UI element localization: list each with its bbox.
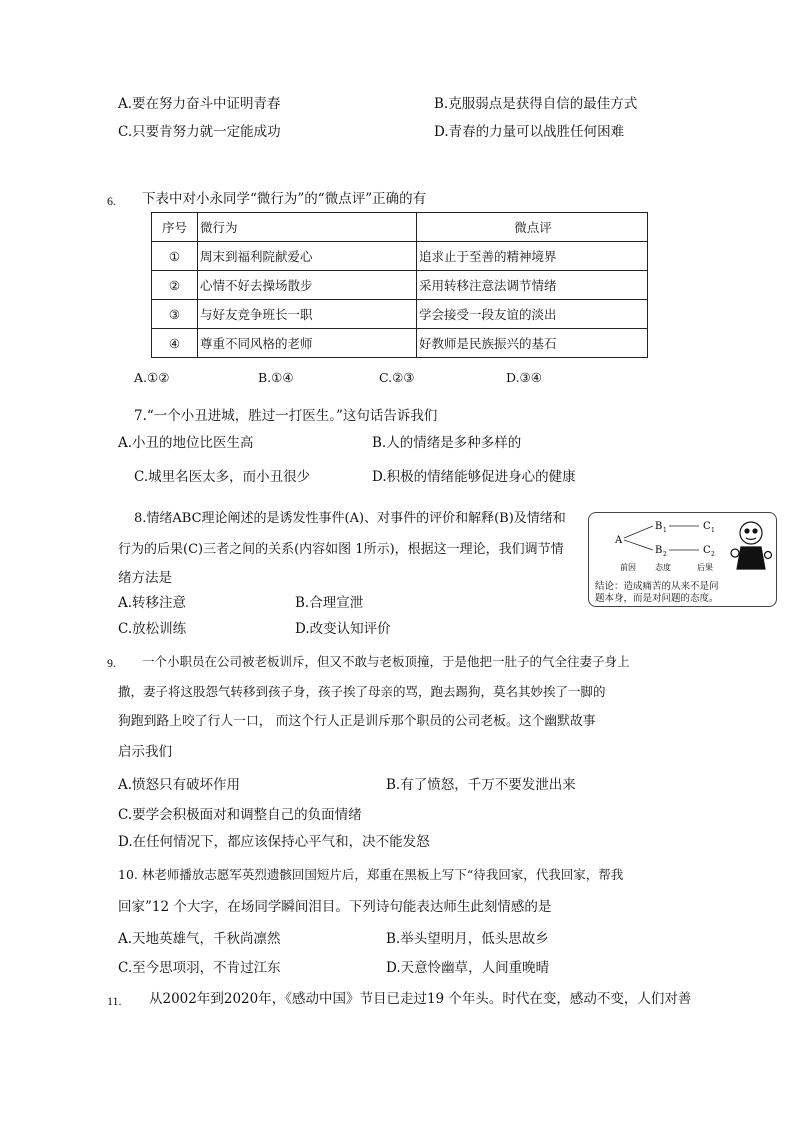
table-cell: ③	[152, 300, 198, 329]
q8-option-d: D.改变认知评价	[295, 621, 391, 637]
q7-stem: 7.“一个小丑进城，胜过一打医生。”这句话告诉我们	[134, 408, 438, 424]
figure-caption: 结论：造成痛苦的从来不是问题本身，而是对问题的态度。	[595, 581, 719, 604]
q11-number: 11.	[107, 994, 122, 1008]
q10-option-c: C.至今思项羽，不肯过江东	[118, 960, 281, 976]
q7-option-c: C.城里名医太多，而小丑很少	[134, 469, 311, 485]
label-attitude: 态度	[655, 563, 671, 572]
table-cell: 追求止于至善的精神境界	[417, 242, 648, 271]
q10-stem-line2: 回家”12 个大字，在场同学瞬间泪目。下列诗句能表达师生此刻情感的是	[118, 899, 552, 915]
q9-option-c: C.要学会积极面对和调整自己的负面情绪	[118, 807, 362, 823]
node-c1-sub: 1	[711, 527, 715, 534]
table-header-cell: 微点评	[417, 213, 648, 242]
node-b2-sub: 2	[663, 551, 667, 558]
label-result: 后果	[697, 563, 713, 572]
arrow-a-b2	[624, 540, 653, 550]
q9-stem-line3: 狗跑到路上咬了行人一口， 而这个行人正是训斥那个职员的公司老板。这个幽默故事	[118, 714, 596, 729]
table-cell: 好教师是民族振兴的基石	[417, 329, 648, 358]
q7-option-a: A.小丑的地位比医生高	[118, 435, 254, 451]
table-header-cell: 序号	[152, 213, 198, 242]
q9-stem-line4: 启示我们	[118, 744, 172, 760]
q6-table	[151, 212, 648, 358]
q8-option-c: C.放松训练	[118, 621, 187, 637]
q6-option-a: A.①②	[134, 370, 170, 385]
table-cell: 周末到福利院献爱心	[198, 242, 417, 271]
table-cell: 尊重不同风格的老师	[198, 329, 417, 358]
q6-option-d: D.③④	[506, 370, 542, 385]
node-c1: C	[703, 521, 711, 532]
q10-option-b: B.举头望明月，低头思故乡	[386, 931, 549, 947]
table-cell: ②	[152, 271, 198, 300]
table-row	[152, 329, 648, 358]
q8-option-a: A.转移注意	[118, 595, 187, 611]
node-b1: B	[655, 521, 663, 532]
q5-option-c: C.只要肯努力就一定能成功	[118, 124, 281, 140]
q9-option-a: A.愤怒只有破坏作用	[118, 777, 241, 793]
table-row	[152, 300, 648, 329]
table-cell: ①	[152, 242, 198, 271]
cartoon-thinker-icon	[731, 522, 772, 569]
q8-stem-line2: 行为的后果(C)三者之间的关系(内容如图 1所示)，根据这一理论，我们调节情	[118, 542, 564, 557]
node-c2: C	[703, 545, 711, 556]
table-header-row	[152, 213, 648, 242]
q9-option-b: B.有了愤怒，千万不要发泄出来	[386, 777, 576, 793]
q10-stem-line1: 10. 林老师播放志愿军英烈遗骸回国短片后，郑重在黑板上写下“待我回家，代我回家，帮我	[118, 867, 624, 882]
q9-stem-line1: 一个小职员在公司被老板训斥，但又不敢与老板顶撞，于是他把一肚子的气全往妻子身上	[142, 654, 630, 669]
q10-option-d: D.天意怜幽草，人间重晚晴	[386, 960, 550, 976]
table-cell: ④	[152, 329, 198, 358]
table-header-cell: 微行为	[198, 213, 417, 242]
table-cell: 与好友竞争班长一职	[198, 300, 417, 329]
q9-number: 9.	[107, 656, 116, 670]
table-cell: 采用转移注意法调节情绪	[417, 271, 648, 300]
node-b1-sub: 1	[663, 527, 667, 534]
table-cell: 学会接受一段友谊的淡出	[417, 300, 648, 329]
label-cause: 前因	[620, 563, 636, 572]
node-c2-sub: 2	[711, 551, 715, 558]
table-row	[152, 242, 648, 271]
q6-number: 6.	[107, 194, 116, 208]
abc-theory-figure	[588, 512, 777, 607]
q10-option-a: A.天地英雄气，千秋尚凛然	[118, 931, 281, 947]
q5-option-a: A.要在努力奋斗中证明青春	[118, 96, 281, 112]
q6-stem: 下表中对小永同学“微行为”的“微点评”正确的有	[142, 191, 427, 207]
q5-option-b: B.克服弱点是获得自信的最佳方式	[434, 96, 638, 112]
arrow-a-b1	[624, 526, 653, 538]
q9-stem-line2: 撒，妻子将这股怨气转移到孩子身，孩子挨了母亲的骂，跑去踢狗，莫名其妙挨了一脚的	[118, 684, 606, 699]
q7-option-d: D.积极的情绪能够促进身心的健康	[372, 469, 576, 485]
q6-option-b: B.①④	[258, 370, 294, 385]
q9-option-d: D.在任何情况下，都应该保持心平气和，决不能发怒	[118, 834, 430, 850]
q11-stem-line1: 从2002年到2020年，《感动中国》节目已走过19 个年头。时代在变，感动不变，人们对善	[149, 991, 692, 1007]
q8-stem-line1: 8.情绪ABC理论阐述的是诱发性事件(A)、对事件的评价和解释(B)及情绪和	[134, 511, 566, 526]
node-b2: B	[655, 545, 663, 556]
node-a: A	[615, 535, 623, 546]
q5-option-d: D.青春的力量可以战胜任何困难	[434, 124, 625, 140]
table-cell: 心情不好去操场散步	[198, 271, 417, 300]
q8-option-b: B.合理宣泄	[295, 595, 364, 611]
table-row	[152, 271, 648, 300]
q6-option-c: C.②③	[379, 370, 415, 385]
q7-option-b: B.人的情绪是多种多样的	[372, 435, 522, 451]
q8-stem-line3: 绪方法是	[118, 570, 172, 586]
